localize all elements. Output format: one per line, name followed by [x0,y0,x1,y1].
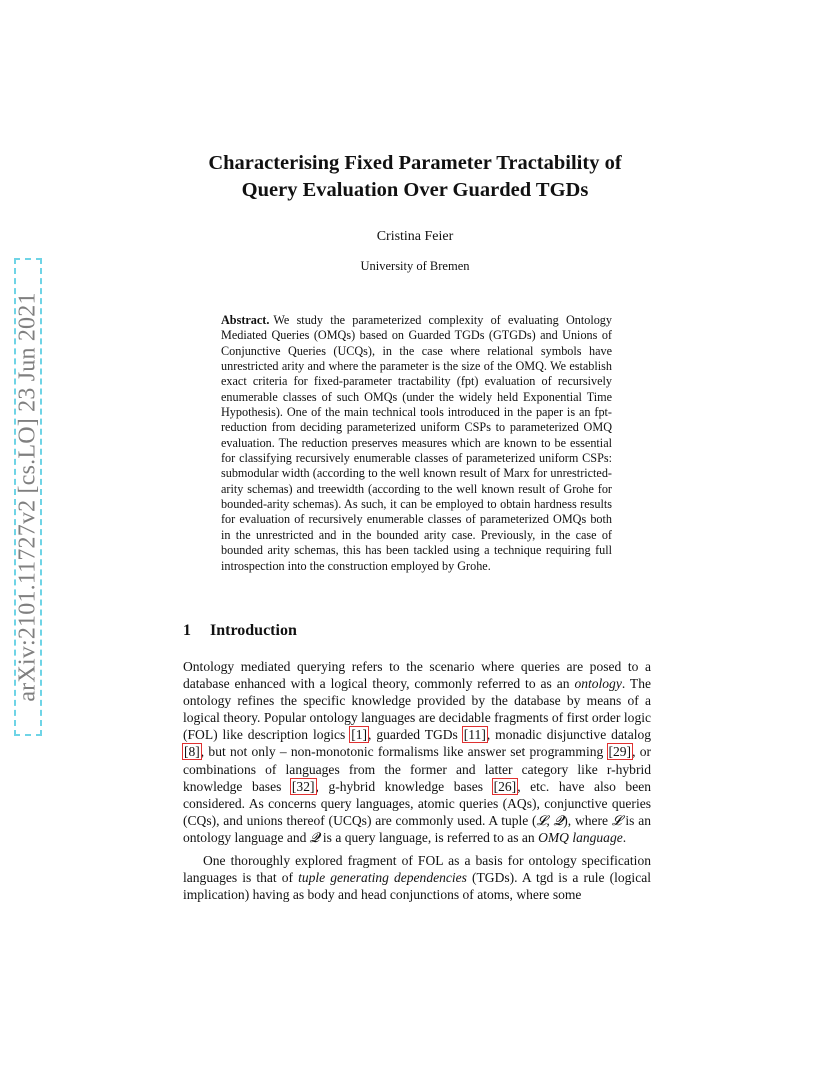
intro-paragraph-2 [183,852,651,903]
text-run: One thoroughly explored fragment of FOL as a basis for ontology specification languages is that of [183,853,651,886]
citation-link[interactable]: [8] [184,744,200,760]
paper-title [140,150,690,204]
citation-link[interactable]: [32] [291,778,315,794]
abstract [221,313,612,574]
text-run: . [622,829,627,845]
citation-link[interactable]: [26] [493,778,517,794]
text-run: , monadic disjunctive datalog [486,727,652,743]
citation-link[interactable]: [1] [351,727,368,743]
intro-paragraph-1 [183,658,651,846]
math-symbol: 𝓛 [611,812,622,828]
arxiv-identifier-stamp [14,258,42,736]
text-run: is an ontology language and [183,812,651,845]
text-run: , or combinations of languages from the former and latter category like r-hybrid knowledge bases [183,744,651,794]
section-heading [183,622,297,640]
emphasis-ontology: ontology [574,676,622,692]
text-run: . The ontology refines the specific knowledge provided by the database by means of a logical theory. Popular ontology languages are decidable fragments of first order logic (FOL) like description logics [183,676,651,743]
author-affiliation: University of Bremen [360,259,470,273]
citation-link[interactable]: [29] [608,744,632,760]
text-run: , but not only – non-monotonic formalisms like answer set programming [200,744,608,760]
abstract-text: We study the parameterized complexity of evaluating Ontology Mediated Queries (OMQs) based on Guarded TGDs (GTGDs) and Unions of Conjunctive Queries (UCQs), in the case where relational symbols have unrestricted arity and where the parameter is the size of the OMQ. We establish exact criteria for fixed-parameter tractability (fpt) evaluation of recursively enumerable classes of such OMQs (under the widely held Exponential Time Hypothesis). One of the main technical tools introduced in the paper is an fpt-reduction from deciding parameterized uniform CSPs to parameterized OMQ evaluation. The reduction preserves measures which are known to be essential for classifying recursively enumerable classes of parameterized uniform CSPs: submodular width (according to the well known result of Marx for unrestricted-arity schemas) and treewidth (according to the well known result of Grohe for bounded-arity schemas). As such, it can be employed to obtain hardness results for evaluation of recursively enumerable classes of parameterized OMQs both in the unrestricted and in the bounded arity case. Previously, in the case of bounded arity schemas, this has been tackled using a technique requiring full introspection into the construction employed by Grohe. [221,313,612,573]
text-run: , etc. have also been considered. As concerns query languages, atomic queries (AQs), conjunctive queries (CQs), and unions thereof (UCQs) are commonly used. A tuple ( [183,778,651,828]
text-run: Ontology mediated querying refers to the scenario where queries are posed to a database enhanced with a logical theory, commonly referred to as an [183,659,651,692]
text-run: is a query language, is referred to as an [319,829,539,845]
section-title: Introduction [210,622,297,639]
section-number: 1 [183,622,191,639]
emphasis-tgds: tuple generating dependencies [298,870,467,886]
text-run: , guarded TGDs [368,727,463,743]
title-line-2: Query Evaluation Over Guarded TGDs [241,179,589,201]
math-symbols: 𝓛, 𝓠 [536,812,564,828]
citation-link[interactable]: [11] [463,727,486,743]
math-symbol: 𝓠 [309,829,320,845]
text-run: (TGDs). A tgd is a rule (logical implication) having as body and head conjunctions of atoms, where some [183,870,651,903]
arxiv-identifier: arXiv:2101.11727v2 [cs.LO] 23 Jun 2021 [14,292,41,702]
abstract-label: Abstract. [221,313,270,327]
text-run: ), where [563,812,612,828]
title-line-1: Characterising Fixed Parameter Tractability of [208,152,622,174]
emphasis-omq-language: OMQ language [538,829,623,845]
author-name: Cristina Feier [376,229,454,244]
text-run: , g-hybrid knowledge bases [315,778,493,794]
